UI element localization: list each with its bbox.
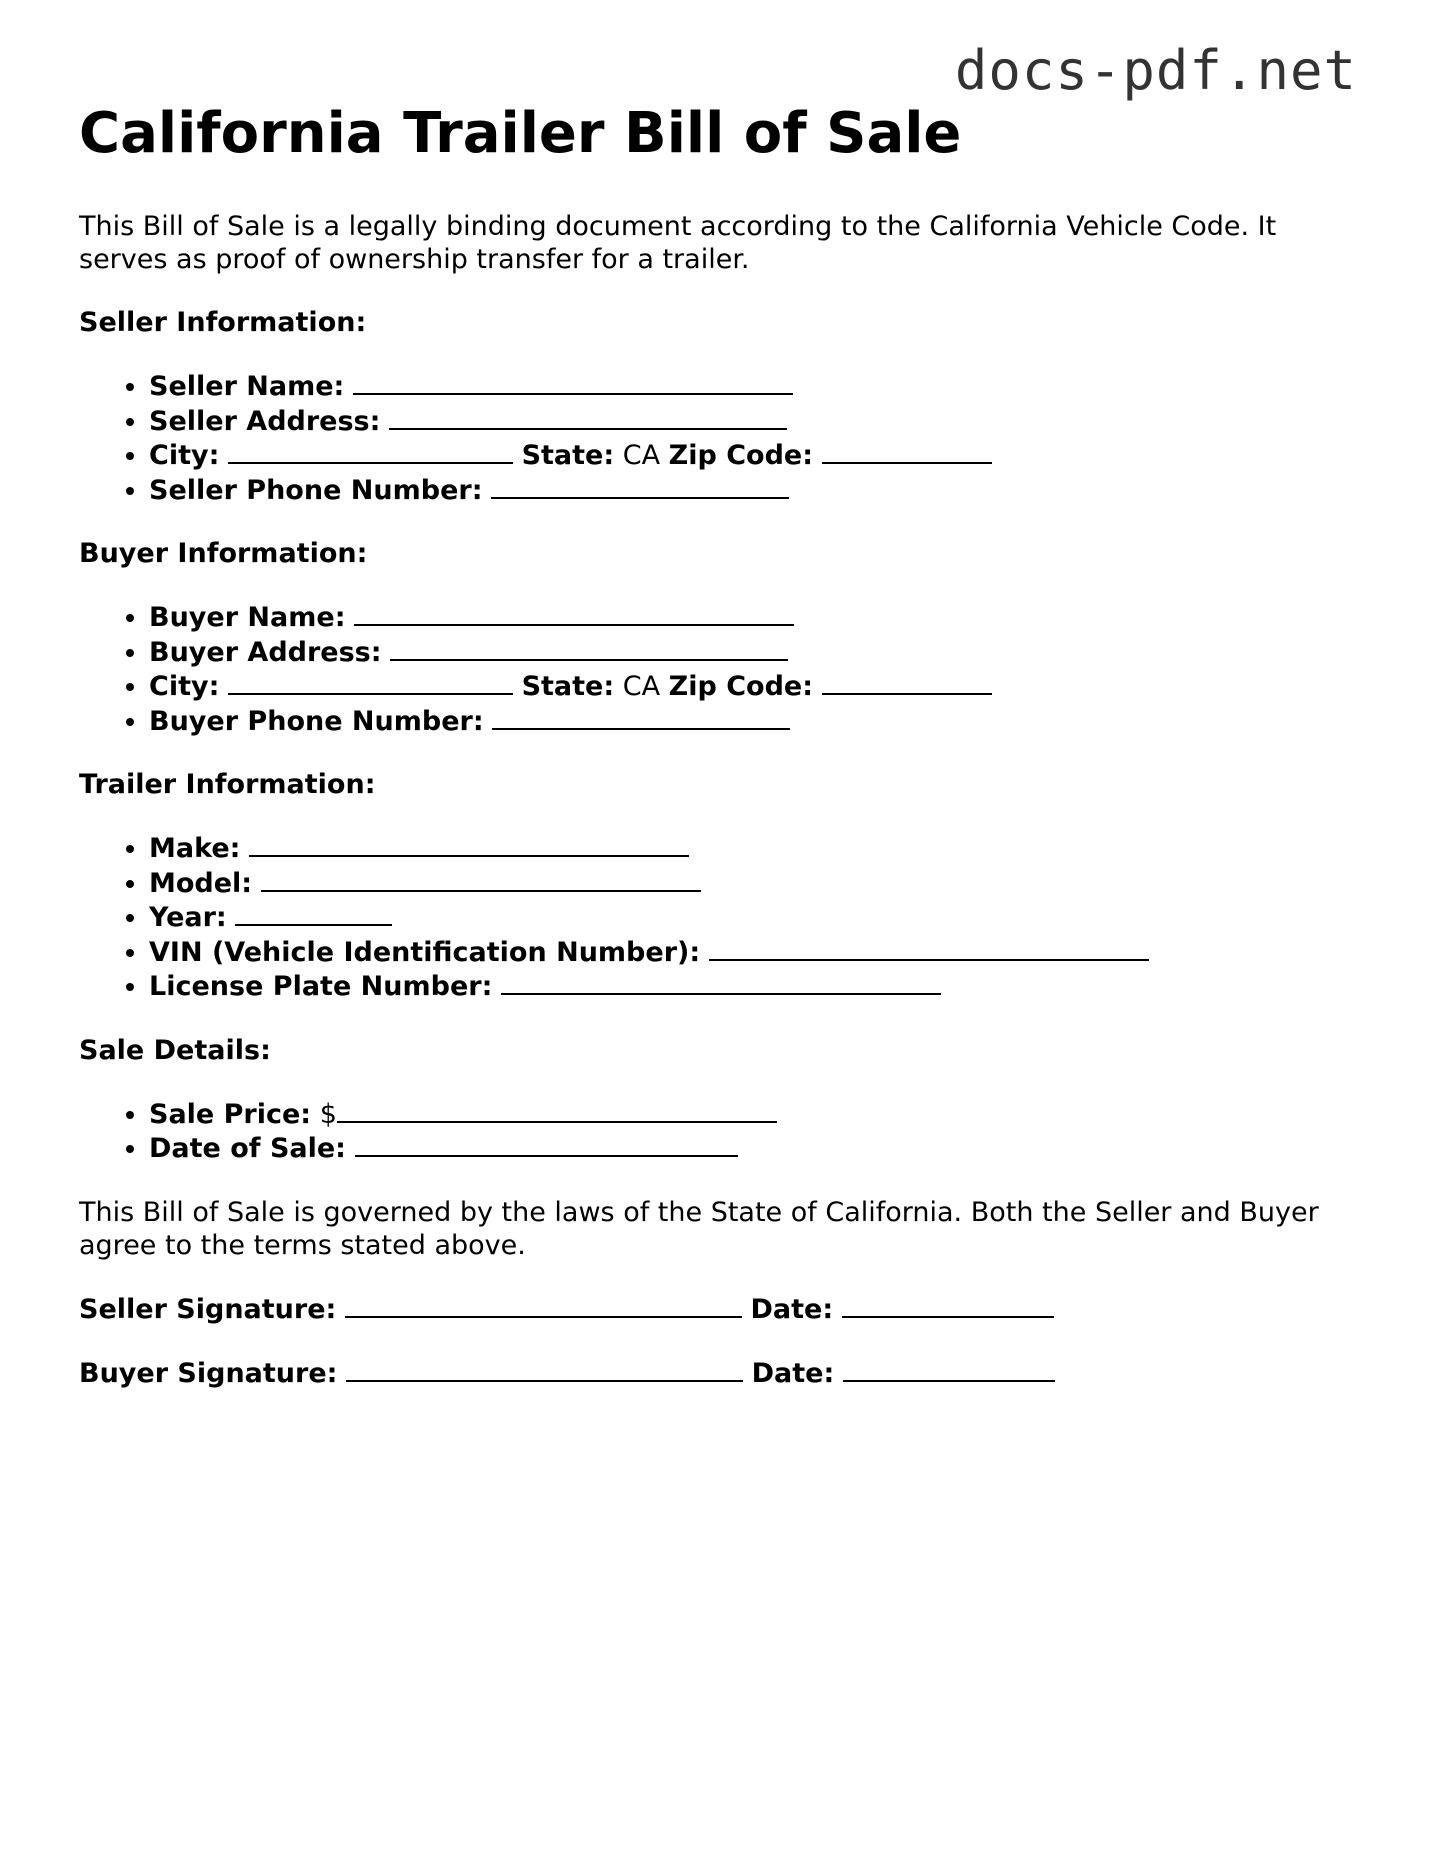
sale-price-line[interactable] — [337, 1097, 777, 1123]
trailer-fields — [79, 831, 1369, 1004]
seller-signature-row — [79, 1292, 1369, 1326]
seller-name-line[interactable] — [353, 369, 793, 395]
sale-section-heading: Sale Details: — [79, 1034, 271, 1066]
closing-paragraph: This Bill of Sale is governed by the laws of the State of California. Both the Seller and Buyer agree to the terms stated above. — [79, 1196, 1319, 1261]
buyer-name-item — [149, 600, 1369, 635]
trailer-make-line[interactable] — [249, 831, 689, 857]
seller-state-label: State: — [521, 440, 615, 472]
seller-signature-line[interactable] — [345, 1292, 742, 1318]
document-page — [79, 102, 1369, 1390]
buyer-state-value: CA — [622, 671, 661, 703]
seller-address-label: Seller Address: — [149, 405, 381, 437]
currency-symbol: $ — [319, 1098, 337, 1130]
buyer-phone-label: Buyer Phone Number: — [149, 705, 484, 737]
seller-phone-item — [149, 473, 1369, 508]
sale-price-item — [149, 1097, 1369, 1132]
sale-date-label: Date of Sale: — [149, 1133, 346, 1165]
document-title: California Trailer Bill of Sale — [79, 101, 962, 166]
seller-address-item — [149, 404, 1369, 439]
trailer-model-item — [149, 866, 1369, 901]
buyer-zip-label: Zip Code: — [668, 671, 814, 703]
trailer-plate-line[interactable] — [501, 969, 941, 995]
seller-city-line[interactable] — [228, 438, 513, 464]
buyer-city-line[interactable] — [228, 669, 513, 695]
trailer-model-label: Model: — [149, 867, 253, 899]
seller-fields — [79, 369, 1369, 507]
buyer-section-heading: Buyer Information: — [79, 538, 368, 570]
trailer-year-item — [149, 900, 1369, 935]
buyer-date-label: Date: — [751, 1357, 835, 1389]
sale-price-label: Sale Price: — [149, 1098, 312, 1130]
buyer-address-item — [149, 635, 1369, 670]
trailer-make-item — [149, 831, 1369, 866]
sale-fields — [79, 1097, 1369, 1166]
seller-date-label: Date: — [750, 1293, 834, 1325]
seller-state-value: CA — [622, 440, 661, 472]
buyer-state-label: State: — [521, 671, 615, 703]
buyer-signature-line[interactable] — [346, 1356, 743, 1382]
trailer-year-line[interactable] — [235, 900, 392, 926]
seller-section-heading: Seller Information: — [79, 307, 367, 339]
trailer-vin-item — [149, 935, 1369, 970]
sale-date-line[interactable] — [355, 1131, 738, 1157]
trailer-vin-line[interactable] — [709, 935, 1149, 961]
seller-signature-label: Seller Signature: — [79, 1293, 337, 1325]
sale-date-item — [149, 1131, 1369, 1166]
buyer-city-item — [149, 669, 1369, 704]
seller-city-item — [149, 438, 1369, 473]
buyer-fields — [79, 600, 1369, 738]
seller-phone-label: Seller Phone Number: — [149, 474, 483, 506]
trailer-plate-label: License Plate Number: — [149, 971, 493, 1003]
trailer-section-heading: Trailer Information: — [79, 769, 376, 801]
buyer-zip-line[interactable] — [822, 669, 992, 695]
intro-paragraph: This Bill of Sale is a legally binding document according to the California Vehicle Code. It serves as proof of ownership transfer for a trailer. — [79, 211, 1277, 276]
buyer-signature-row — [79, 1356, 1369, 1390]
seller-phone-line[interactable] — [491, 473, 789, 499]
trailer-plate-item — [149, 969, 1369, 1004]
watermark: docs-pdf.net — [954, 39, 1357, 102]
seller-name-label: Seller Name: — [149, 371, 345, 403]
seller-zip-label: Zip Code: — [668, 440, 814, 472]
seller-city-label: City: — [149, 440, 220, 472]
seller-address-line[interactable] — [389, 404, 787, 430]
trailer-model-line[interactable] — [261, 866, 701, 892]
buyer-signature-label: Buyer Signature: — [79, 1357, 338, 1389]
seller-zip-line[interactable] — [822, 438, 992, 464]
trailer-year-label: Year: — [149, 902, 227, 934]
buyer-address-line[interactable] — [390, 635, 788, 661]
buyer-name-label: Buyer Name: — [149, 602, 346, 634]
trailer-vin-label: VIN (Vehicle Identification Number): — [149, 936, 701, 968]
trailer-make-label: Make: — [149, 833, 241, 865]
buyer-phone-item — [149, 704, 1369, 739]
buyer-city-label: City: — [149, 671, 220, 703]
buyer-name-line[interactable] — [354, 600, 794, 626]
buyer-date-line[interactable] — [843, 1356, 1055, 1382]
seller-date-line[interactable] — [842, 1292, 1054, 1318]
buyer-phone-line[interactable] — [492, 704, 790, 730]
buyer-address-label: Buyer Address: — [149, 636, 382, 668]
seller-name-item — [149, 369, 1369, 404]
